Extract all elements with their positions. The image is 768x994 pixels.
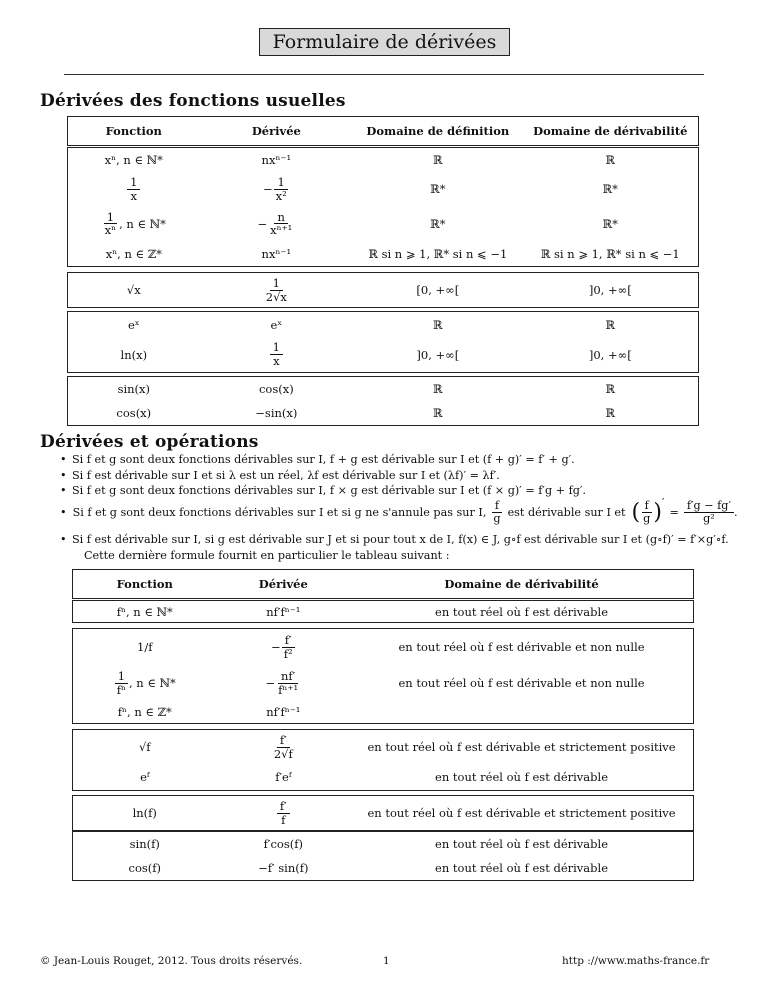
function-cell: √f [138, 740, 151, 754]
definition-domain-cell: ]0, +∞[ [416, 347, 460, 362]
table2-header-cell: Domaine de dérivabilité [444, 577, 599, 591]
derivative-cell [200, 341, 354, 367]
quotient-num: f [492, 500, 502, 513]
definition-domain-cell: ℝ [433, 382, 443, 396]
footer-page-number: 1 [383, 955, 390, 967]
function-cell: 1/f [137, 640, 153, 654]
derivability-domain-cell: en tout réel où f est dérivable et non nulle [398, 640, 645, 654]
section-operations: Dérivées et opérations [40, 432, 259, 452]
table2-row [73, 629, 693, 665]
table2-block [72, 600, 694, 623]
derivative-d-sign: − [271, 640, 281, 654]
page-title: Formulaire de dérivées [259, 28, 510, 56]
table2-block [72, 569, 694, 599]
table1-row [68, 206, 698, 241]
function-f-denominator: fⁿ [116, 682, 126, 697]
rule-quotient: • Si f et g sont deux fonctions dérivables sur I et si g ne s'annule pas sur I, $\frac{f}{g}$ est dérivable sur I et ( $\frac{f}{g}$ ) ′ = $\frac{f'g - fg'}{\text{g²}}$ . [60, 496, 738, 526]
function-cell: sin(x) [117, 382, 151, 396]
table1-row [68, 148, 698, 172]
table1-block [67, 116, 699, 146]
derivative-d-fraction [270, 341, 283, 367]
derivative-cell [217, 670, 351, 696]
derivative-d-numerator: nf′ [278, 670, 298, 684]
quotient-prime: ′ [661, 496, 665, 510]
function-cell: xⁿ, n ∈ ℕ* [104, 153, 163, 168]
derivative-d-denominator: 2√f [273, 746, 293, 761]
title-divider [64, 74, 704, 75]
rule-composition-text: • Si f est dérivable sur I, si g est dérivable sur J et si pour tout x de I, f(x) ∈ J, g∘f est dérivable sur I et (g∘f)′ = f′×g′∘f. [58, 532, 758, 548]
derivative-cell [200, 277, 354, 303]
function-f-denominator: x [130, 188, 138, 203]
derivability-domain-cell: en tout réel où f est dérivable [435, 837, 609, 851]
derivative-cell [217, 800, 351, 826]
table1-header-cell: Domaine de dérivabilité [533, 124, 688, 138]
rule-quotient-mid: est dérivable sur I et [507, 506, 626, 520]
function-cell: ln(f) [132, 806, 157, 820]
quotient-lhs-den: g [643, 512, 651, 526]
table1-block [67, 147, 699, 267]
derivative-cell: −f′ sin(f) [258, 861, 309, 875]
table2-block [72, 831, 694, 881]
derivative-cell: nxⁿ⁻¹ [261, 246, 292, 261]
derivability-domain-cell: ℝ [605, 317, 616, 332]
derivative-d-fraction [277, 800, 290, 826]
table1-row [68, 338, 698, 372]
function-cell: fⁿ, n ∈ ℕ* [116, 604, 173, 619]
function-cell [68, 176, 200, 202]
rule-product: • Si f et g sont deux fonctions dérivables sur I, f × g est dérivable sur I et (f × g)′ = f′g + fg′. [58, 483, 748, 499]
table2-block [72, 729, 694, 791]
table2-block [72, 628, 694, 724]
definition-domain-cell: ℝ* [430, 182, 446, 197]
derivability-domain-cell: ℝ [605, 382, 616, 396]
table2-row [73, 856, 693, 880]
derivative-d-denominator: 2√x [265, 289, 287, 304]
derivative-d-numerator: 1 [270, 277, 283, 291]
function-cell: fⁿ, n ∈ ℤ* [117, 705, 172, 719]
derivative-cell: nxⁿ⁻¹ [261, 153, 292, 168]
quotient-lhs-num: f [642, 500, 652, 513]
quotient-rhs-num: f′g − fg′ [684, 500, 734, 513]
derivative-d-denominator: x [273, 354, 280, 368]
function-f-denominator: xⁿ [104, 223, 117, 238]
footer-copyright: © Jean-Louis Rouget, 2012. Tous droits réservés. [40, 955, 303, 967]
derivability-domain-cell: en tout réel où f est dérivable [435, 770, 609, 784]
definition-domain-cell: ℝ si n ⩾ 1, ℝ* si n ⩽ −1 [368, 246, 508, 261]
definition-domain-cell: ℝ [433, 406, 443, 420]
derivative-d-numerator: f′ [277, 800, 290, 814]
table1-row [68, 401, 698, 425]
table1-block [67, 311, 699, 373]
derivative-d-numerator: f′ [282, 634, 295, 648]
derivative-cell: f′eᶠ [275, 770, 292, 784]
derivative-cell [217, 734, 351, 760]
section-usual-functions: Dérivées des fonctions usuelles [40, 91, 346, 111]
derivative-d-sign: − [262, 182, 273, 197]
derivability-domain-cell: en tout réel où f est dérivable [435, 861, 609, 875]
derivative-d-denominator: fⁿ⁺¹ [278, 682, 299, 697]
derivability-domain-cell: en tout réel où f est dérivable et strictement positive [367, 806, 676, 820]
derivative-d-sign: − [265, 676, 276, 690]
function-cell: xⁿ, n ∈ ℤ* [105, 246, 162, 261]
function-cell [68, 211, 200, 237]
function-f-numerator: 1 [104, 211, 117, 225]
derivative-cell: eˣ [270, 317, 283, 332]
derivative-d-denominator: xⁿ⁺¹ [270, 223, 293, 238]
function-cell: cos(x) [116, 406, 152, 420]
derivative-d-fraction [281, 634, 296, 660]
derivative-d-fraction [271, 734, 296, 760]
function-cell: eᶠ [140, 770, 150, 784]
function-f-fraction [127, 176, 140, 202]
function-f-numerator: 1 [127, 176, 140, 190]
rule-sum: • Si f et g sont deux fonctions dérivables sur I, f + g est dérivable sur I et (f + g)′ = f′ + g′. [58, 452, 748, 468]
derivative-d-sign: − [257, 216, 268, 231]
derivative-cell: f′cos(f) [263, 837, 303, 851]
footer-url[interactable]: http ://www.maths-france.fr [562, 955, 710, 967]
table1-row [68, 242, 698, 266]
function-f-fraction [102, 211, 119, 237]
derivative-d-denominator: f² [283, 646, 293, 661]
table2-row [73, 730, 693, 764]
function-cell: eˣ [127, 317, 140, 332]
derivative-d-fraction [273, 176, 290, 202]
derivative-cell: −sin(x) [255, 406, 298, 420]
function-cell: cos(f) [128, 861, 162, 875]
definition-domain-cell: ℝ [433, 153, 443, 168]
table-intro-note: Cette dernière formule fournit en particulier le tableau suivant : [84, 548, 450, 562]
quotient-den: g [493, 512, 501, 526]
derivability-domain-cell: ℝ [605, 153, 616, 168]
derivative-cell [200, 176, 354, 202]
function-f-suffix: , n ∈ ℕ* [119, 216, 166, 231]
derivative-d-fraction [275, 670, 301, 696]
table1-header-cell: Domaine de définition [366, 124, 510, 138]
function-cell: ln(x) [120, 347, 148, 362]
table2-row [73, 764, 693, 790]
function-f-suffix: , n ∈ ℕ* [128, 676, 176, 690]
derivative-d-numerator: 1 [270, 341, 283, 355]
derivative-d-fraction [263, 277, 290, 303]
derivative-cell: nf′fⁿ⁻¹ [266, 604, 301, 619]
derivability-domain-cell: en tout réel où f est dérivable et non nulle [398, 676, 645, 690]
derivability-domain-cell: ℝ si n ⩾ 1, ℝ* si n ⩽ −1 [540, 246, 680, 261]
derivative-cell [200, 211, 354, 237]
rule-scalar: • Si f est dérivable sur I et si λ est un réel, λf est dérivable sur I et (λf)′ = λf′. [58, 468, 748, 484]
rule-composition [58, 532, 758, 563]
quotient-eq: = [669, 506, 679, 520]
derivability-domain-cell: ]0, +∞[ [588, 283, 632, 297]
table2-header-cell: Fonction [116, 577, 173, 591]
table1-header-row [68, 117, 698, 145]
table1-header-cell: Fonction [105, 124, 162, 138]
table2-row [73, 832, 693, 856]
table1-row [68, 273, 698, 307]
function-cell: √x [126, 283, 141, 297]
derivative-d-denominator: x² [275, 188, 287, 203]
definition-domain-cell: [0, +∞[ [416, 283, 460, 297]
table2-header-cell: Dérivée [258, 577, 308, 591]
derivability-domain-cell: ℝ [605, 406, 616, 420]
table1-row [68, 173, 698, 206]
rule-quotient-text: Si f et g sont deux fonctions dérivables sur I et si g ne s'annule pas sur I, [72, 506, 487, 520]
table2-block [72, 795, 694, 831]
function-f-fraction [114, 670, 129, 696]
table2-header-row [73, 570, 693, 598]
function-f-numerator: 1 [115, 670, 128, 684]
quotient-rhs-den: g² [703, 512, 715, 526]
derivative-cell: nf′fⁿ⁻¹ [266, 705, 301, 719]
function-cell [73, 670, 217, 696]
operations-list [58, 452, 748, 499]
derivability-domain-cell: ℝ* [602, 182, 618, 197]
derivability-domain-cell: en tout réel où f est dérivable [435, 604, 609, 619]
derivative-cell: cos(x) [258, 382, 294, 396]
derivative-cell [217, 634, 351, 660]
table2-row [73, 665, 693, 701]
table2-row [73, 796, 693, 830]
derivability-domain-cell: ]0, +∞[ [588, 347, 632, 362]
derivability-domain-cell: ℝ* [602, 216, 618, 231]
derivative-d-fraction [267, 211, 295, 237]
derivative-d-numerator: n [274, 211, 287, 225]
function-cell: sin(f) [129, 837, 160, 851]
table1-block [67, 272, 699, 308]
table2-row [73, 701, 693, 723]
derivative-d-numerator: 1 [274, 176, 287, 190]
table1-row [68, 313, 698, 337]
derivability-domain-cell: en tout réel où f est dérivable et strictement positive [367, 740, 676, 754]
table1-header-cell: Dérivée [251, 124, 301, 138]
definition-domain-cell: ℝ* [430, 216, 446, 231]
table2-row [73, 601, 693, 622]
definition-domain-cell: ℝ [433, 317, 443, 332]
table1-row [68, 377, 698, 401]
derivative-d-numerator: f′ [277, 734, 290, 748]
derivative-d-denominator: f [281, 812, 286, 827]
table1-block [67, 376, 699, 426]
